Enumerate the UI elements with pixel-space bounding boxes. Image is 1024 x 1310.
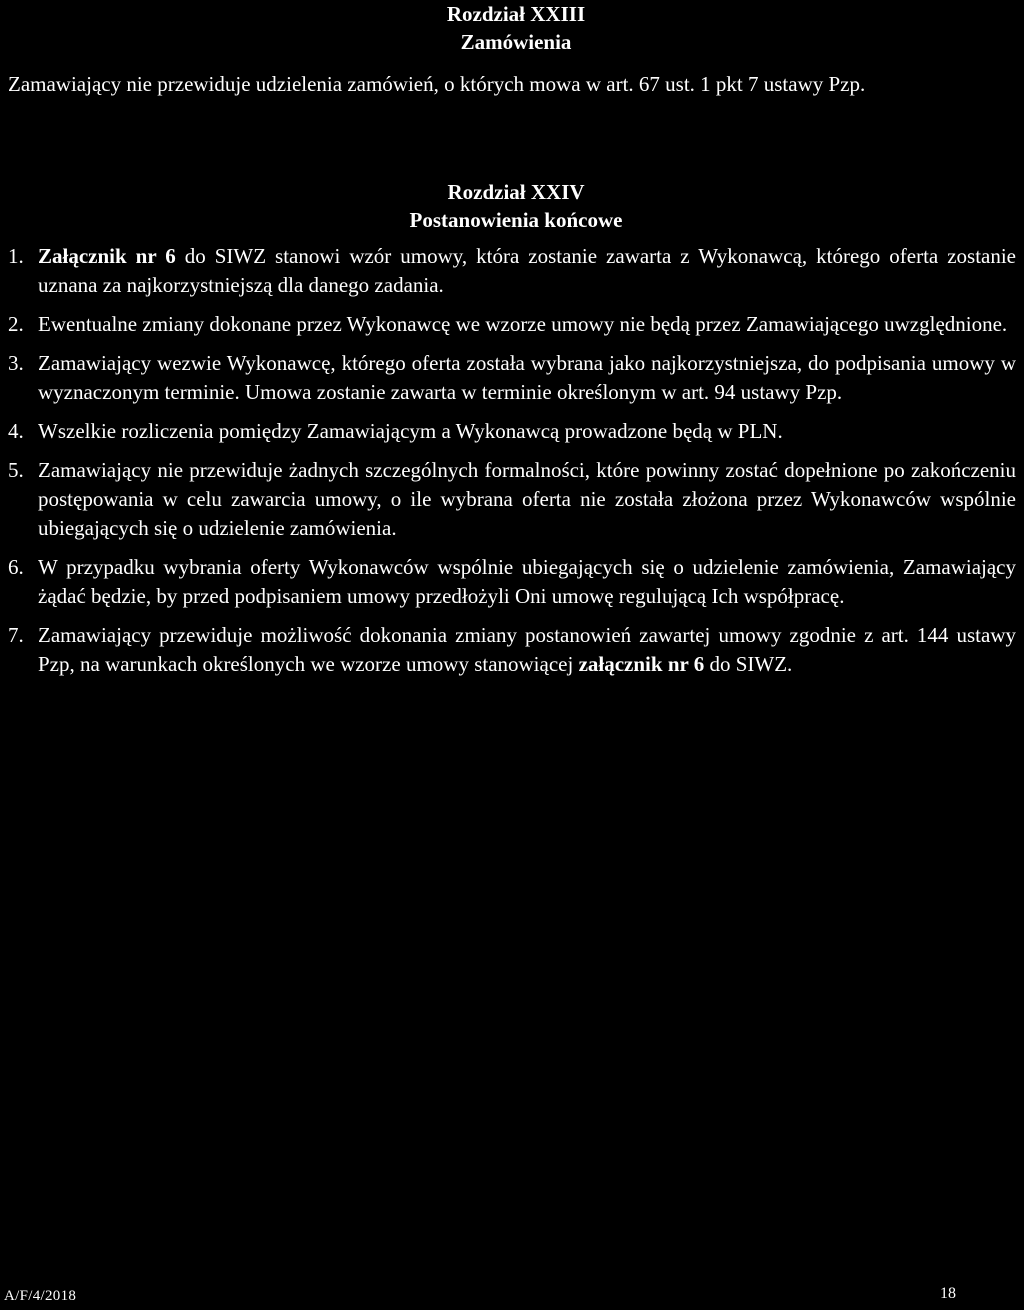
document-page [4, 0, 1024, 1310]
chapter-23-heading [8, 0, 1024, 56]
list-item [8, 553, 1016, 611]
chapter-24-number: Rozdział XXIV [447, 180, 585, 204]
list-item-number: 4. [8, 419, 24, 443]
list-item-text [38, 621, 1016, 679]
annex-reference: załącznik nr 6 [578, 652, 705, 676]
list-item [8, 417, 1016, 446]
list-item-number: 2. [8, 312, 24, 336]
list-item-number: 6. [8, 555, 24, 579]
list-item-body: do SIWZ stanowi wzór umowy, która zostanie zawarta z Wykonawcą, którego oferta zostanie uznana za najkorzystniejszą dla danego zadania. [38, 244, 1017, 297]
list-item [8, 349, 1016, 407]
list-item [8, 621, 1016, 679]
chapter-23-paragraph: Zamawiający nie przewiduje udzielenia zamówień, o których mowa w art. 67 ust. 1 pkt 7 ustawy Pzp. [8, 72, 866, 96]
list-item [8, 310, 1016, 339]
list-item-body: Zamawiający przewiduje możliwość dokonania zmiany postanowień zawartej umowy zgodnie z art. 144 ustawy Pzp, na warunkach określonych we wzorze umowy stanowiącej [38, 623, 1016, 676]
page-number: 18 [940, 1285, 956, 1302]
list-item [8, 242, 1016, 300]
document-code: A/F/4/2018 [4, 1288, 77, 1304]
list-item-number: 7. [8, 623, 24, 647]
final-provisions-list [8, 242, 1016, 689]
list-item-body-end: do SIWZ. [704, 652, 793, 676]
list-item-number: 3. [8, 351, 24, 375]
list-item-text: Ewentualne zmiany dokonane przez Wykonawcę we wzorze umowy nie będą przez Zamawiającego uwzględnione. [38, 312, 1008, 336]
annex-reference: Załącznik nr 6 [38, 244, 176, 268]
list-item-text: W przypadku wybrania oferty Wykonawców wspólnie ubiegających się o udzielenie zamówienia, Zamawiający żądać będzie, by przed podpisaniem umowy przedłożyli Oni umowę regulującą Ich współpracę. [38, 555, 1016, 608]
chapter-24-heading [8, 178, 1024, 234]
list-item-text: Wszelkie rozliczenia pomiędzy Zamawiającym a Wykonawcą prowadzone będą w PLN. [38, 419, 783, 443]
list-item-text: Zamawiający nie przewiduje żadnych szczególnych formalności, które powinny zostać dopełnione po zakończeniu postępowania w celu zawarcia umowy, o ile wybrana oferta nie została złożona przez Wykonawców wspólnie ubiegających się o udzielenie zamówienia. [38, 458, 1016, 540]
chapter-23-title: Zamówienia [460, 30, 572, 54]
chapter-24-title: Postanowienia końcowe [409, 208, 623, 232]
list-item [8, 456, 1016, 543]
list-item-number: 1. [8, 244, 24, 268]
list-item-text: Zamawiający wezwie Wykonawcę, którego oferta została wybrana jako najkorzystniejsza, do podpisania umowy w wyznaczonym terminie. Umowa zostanie zawarta w terminie określonym w art. 94 ustawy Pzp. [38, 351, 1016, 404]
list-item-text [38, 242, 1016, 300]
list-item-number: 5. [8, 458, 24, 482]
chapter-23-number: Rozdział XXIII [446, 2, 586, 26]
